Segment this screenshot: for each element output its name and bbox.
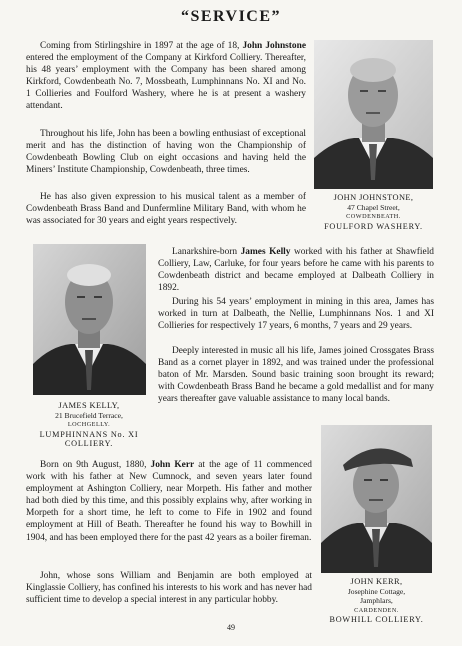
johnstone-photo <box>314 40 433 189</box>
text-run: Lanarkshire-born <box>172 247 241 257</box>
caption-town: COWDENBEATH. <box>346 213 401 221</box>
kerr-caption <box>316 577 437 625</box>
kelly-paragraph-3: Deeply interested in music all his life, James joined Crossgates Brass Band as a cornet player in 1892, and was trained under the professional baton of Mr. Marsden. Sound basic training soon brought its reward; with Cowdenbeath Brass Band he became a gold medallist and for many years thereafter gave valuable assistance to many local bands. <box>158 346 434 405</box>
caption-name: JOHN KERR, <box>350 577 403 586</box>
portrait-image <box>314 40 433 189</box>
caption-town: LOCHGELLY. <box>67 421 111 429</box>
person-name: John Johnstone <box>242 41 306 51</box>
kerr-photo <box>321 425 432 573</box>
kelly-photo <box>33 244 146 395</box>
caption-street: 21 Brucefield Terrace, <box>55 410 123 420</box>
johnstone-paragraph-1 <box>26 40 306 113</box>
text-run: entered the employment of the Company at Kirkford Colliery. Thereafter, his 48 years’ employment with the Company has been shared among Kirkford, Cowdenbeath No. 7, Mossbeath, Lumphinnans No. XI and No. 1 Collieries and Foulford Washery, where he is at present a washery attendant. <box>26 53 306 112</box>
caption-name: JOHN JOHNSTONE, <box>333 193 414 202</box>
caption-town: CARDENDEN. <box>354 606 399 614</box>
caption-name: JAMES KELLY, <box>58 401 120 410</box>
text-run: worked with his father at Shawfield Colliery, Law, Carluke, for four years before he came with his parents to Cowdenbeath district and became employed at Dalbeath Colliery in 1892. <box>158 247 434 294</box>
johnstone-paragraph-2: Throughout his life, John has been a bowling enthusiast of exceptional merit and has the distinction of having won the Championship of Cowdenbeath Bowling Club on eight occasions and having held the Miners’ Institute Championship, Cowdenbeath, three times. <box>26 129 306 176</box>
kelly-caption <box>26 401 152 449</box>
person-name: John Kerr <box>150 460 195 470</box>
caption-colliery: FOULFORD WASHERY. <box>324 221 423 231</box>
johnstone-caption <box>314 193 433 231</box>
page-number: 49 <box>227 623 235 632</box>
kelly-paragraph-1 <box>158 246 434 294</box>
johnstone-paragraph-3: He has also given expression to his musical talent as a member of Cowdenbeath Brass Band and Dunfermline Military Band, with whom he was associated for 30 years and eight years respectively. <box>26 192 306 227</box>
caption-street-2: Jamphlars, <box>360 596 393 606</box>
text-run: Coming from Stirlingshire in 1897 at the age of 18, <box>40 41 243 51</box>
caption-street: 47 Chapel Street, <box>347 202 400 212</box>
text-run: at the age of 11 commenced work with his father at New Cumnock, and seven years later found employment at Ashington Colliery, near Morpeth. His father and mother had both died by this time, and this possibly explains why, after working in Morpeth for a short time, he left to come to Fife in 1902 and found employment at Hill of Beath. Thereafter he found his way to Bowhill in 1904, and has been employed there for the past 42 years as a boiler fireman. <box>26 460 312 543</box>
kerr-paragraph-2: John, whose sons William and Benjamin are both employed at Kinglassie Colliery, has confined his interests to his work and has never had sufficient time to develop a special interest in any particular hobby. <box>26 571 312 606</box>
caption-street: Josephine Cottage, <box>347 586 406 596</box>
person-name: James Kelly <box>240 247 291 257</box>
portrait-image <box>33 244 146 395</box>
text-run: Born on 9th August, 1880, <box>40 460 151 470</box>
kerr-paragraph-1 <box>26 459 312 544</box>
portrait-image <box>321 425 432 573</box>
page-title: “SERVICE” <box>180 8 282 25</box>
caption-colliery: BOWHILL COLLIERY. <box>329 615 424 625</box>
kelly-paragraph-2: During his 54 years’ employment in mining in this area, James has worked in turn at Dalbeath, the Nellie, Lumphinnans Nos. 1 and XI Collieries for respectively 17 years, 6 months, 7 years and 29 years. <box>158 297 434 332</box>
caption-colliery: LUMPHINNANS No. XI COLLIERY. <box>39 429 139 449</box>
